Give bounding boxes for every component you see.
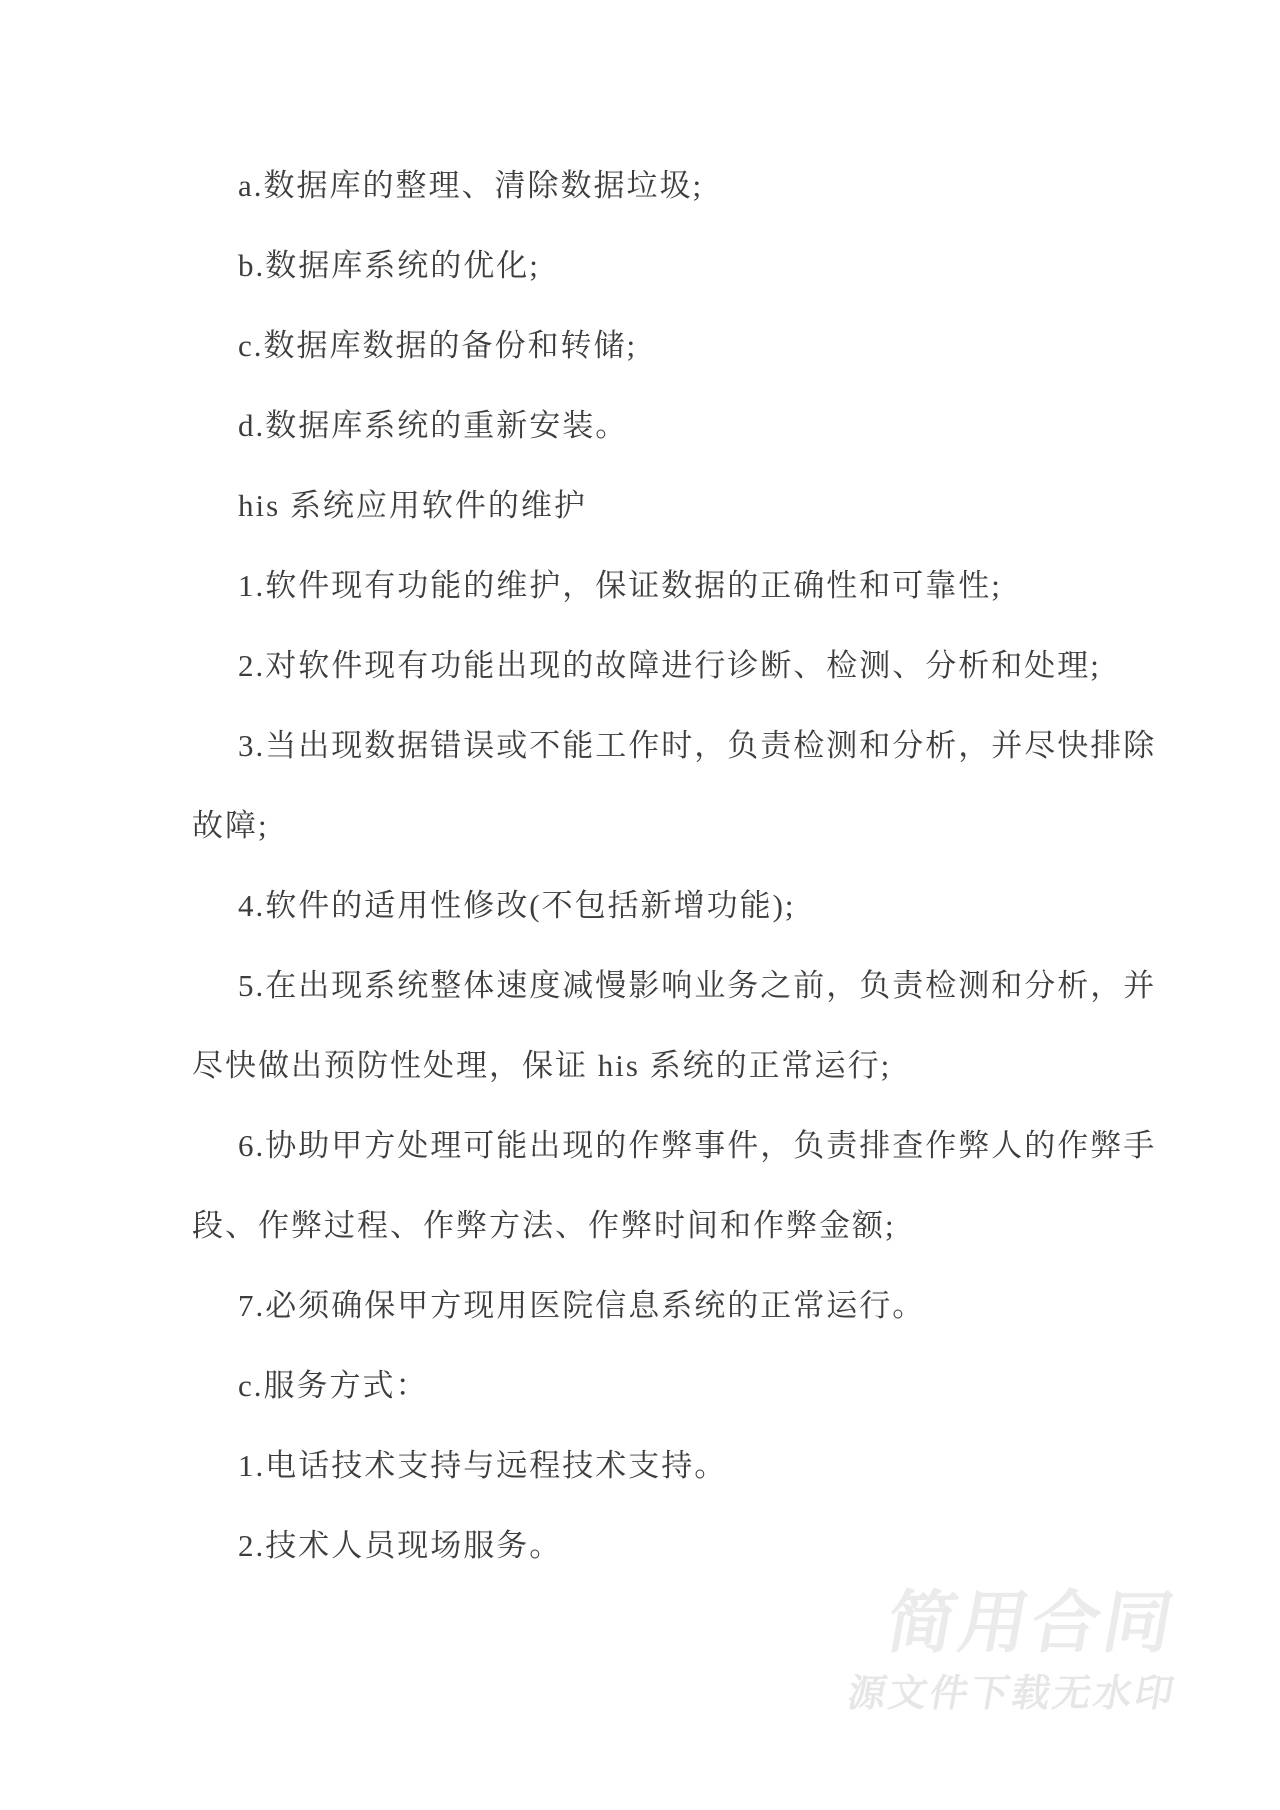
paragraph — [192, 946, 1157, 1106]
paragraph-line: 4.软件的适用性修改(不包括新增功能); — [238, 888, 796, 923]
paragraph — [192, 306, 1130, 386]
paragraph-line: 故障; — [192, 808, 269, 843]
paragraph-line: 5.在出现系统整体速度减慢影响业务之前，负责检测和分析，并 — [238, 968, 1157, 1003]
document-body — [192, 146, 1157, 1586]
watermark — [844, 1585, 1183, 1715]
paragraph-line: b.数据库系统的优化; — [238, 248, 540, 283]
paragraph-line: c.服务方式： — [238, 1368, 429, 1403]
paragraph-line: c.数据库数据的备份和转储; — [238, 328, 638, 363]
paragraph-line: 1.电话技术支持与远程技术支持。 — [238, 1448, 728, 1483]
paragraph — [192, 226, 1130, 306]
paragraph — [192, 706, 1157, 866]
paragraph — [192, 386, 1130, 466]
paragraph — [192, 1426, 1130, 1506]
paragraph — [192, 1506, 1130, 1586]
paragraph — [192, 466, 1130, 546]
watermark-title: 简用合同 — [881, 1585, 1183, 1661]
paragraph-line: 3.当出现数据错误或不能工作时，负责检测和分析，并尽快排除 — [238, 728, 1157, 763]
paragraph-line: 6.协助甲方处理可能出现的作弊事件，负责排查作弊人的作弊手 — [238, 1128, 1157, 1163]
paragraph — [192, 146, 1130, 226]
paragraph-line: d.数据库系统的重新安装。 — [238, 408, 629, 443]
paragraph-line: 段、作弊过程、作弊方法、作弊时间和作弊金额; — [192, 1208, 896, 1243]
watermark-subtitle: 源文件下载无水印 — [844, 1673, 1180, 1715]
paragraph — [192, 866, 1130, 946]
paragraph — [192, 1266, 1130, 1346]
paragraph-line: 7.必须确保甲方现用医院信息系统的正常运行。 — [238, 1288, 926, 1323]
paragraph — [192, 626, 1130, 706]
paragraph-line: 1.软件现有功能的维护，保证数据的正确性和可靠性; — [238, 568, 1002, 603]
paragraph-line: a.数据库的整理、清除数据垃圾; — [238, 168, 704, 203]
paragraph — [192, 546, 1130, 626]
paragraph-line: 2.技术人员现场服务。 — [238, 1528, 563, 1563]
paragraph-line: his 系统应用软件的维护 — [238, 488, 587, 523]
paragraph — [192, 1346, 1130, 1426]
paragraph — [192, 1106, 1157, 1266]
paragraph-line: 2.对软件现有功能出现的故障进行诊断、检测、分析和处理; — [238, 648, 1101, 683]
paragraph-line: 尽快做出预防性处理，保证 his 系统的正常运行; — [192, 1048, 892, 1083]
